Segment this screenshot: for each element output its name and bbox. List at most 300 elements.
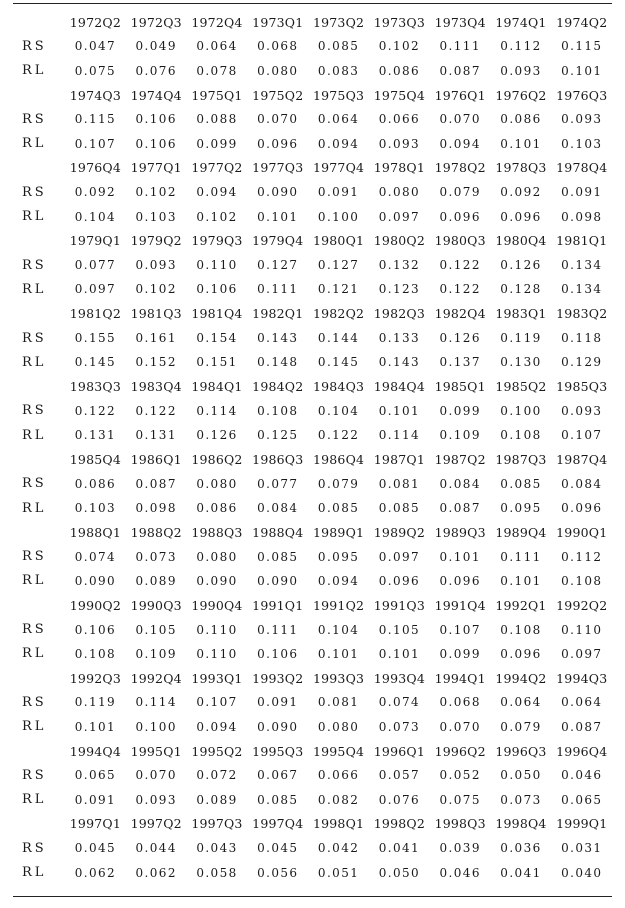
value-cell-rs: 0.081 [378,476,421,491]
value-cell-rs: 0.161 [135,331,177,345]
quarter-label: 1981Q1 [556,233,608,249]
value-cell-rs: 0.074 [378,695,421,710]
table-row-rl [13,350,612,374]
quarter-label: 1973Q4 [434,14,486,30]
quarter-label: 1976Q3 [556,87,608,103]
value-cell-rs: 0.068 [257,39,299,54]
table-row-rl [13,204,612,228]
table-row-rs [13,763,612,787]
value-cell-rl: 0.078 [196,63,238,78]
quarter-label: 1988Q1 [69,524,121,540]
quarter-label: 1987Q3 [495,451,547,467]
quarter-label: 1998Q2 [373,816,425,832]
row-label-rs: RS [22,257,47,273]
value-cell-rs: 0.046 [561,768,603,783]
value-cell-rl: 0.075 [74,63,117,78]
row-label-rs: RS [22,111,47,127]
quarter-label: 1973Q1 [252,14,304,30]
value-cell-rs: 0.041 [378,841,421,856]
table-row-rl [13,642,612,666]
quarter-label: 1984Q2 [252,379,304,395]
value-cell-rs: 0.047 [74,39,117,54]
value-cell-rl: 0.096 [561,501,603,516]
value-cell-rs: 0.119 [74,695,117,710]
table-row-rs [13,107,612,131]
value-cell-rs: 0.073 [135,549,177,564]
row-label-rl: RL [22,500,47,516]
value-cell-rs: 0.105 [135,622,177,637]
value-cell-rs: 0.057 [378,768,421,783]
table-row-rs [13,34,612,58]
value-cell-rl: 0.087 [439,63,481,78]
quarter-label: 1985Q1 [434,379,486,395]
quarter-label: 1996Q4 [556,743,608,759]
quarter-label: 1982Q1 [252,306,304,322]
value-cell-rl: 0.100 [317,209,360,224]
value-cell-rs: 0.144 [317,331,360,345]
value-cell-rl: 0.107 [561,428,603,443]
value-cell-rl: 0.093 [500,63,542,78]
value-cell-rl: 0.103 [74,501,117,516]
quarter-label: 1980Q4 [495,233,547,249]
row-label-rs: RS [22,184,47,200]
table-row-rs [13,617,612,641]
value-cell-rl: 0.100 [135,719,177,734]
quarter-label: 1996Q3 [495,743,547,759]
value-cell-rs: 0.115 [561,39,603,54]
quarter-label: 1975Q1 [191,87,243,103]
value-cell-rs: 0.122 [74,403,117,418]
row-label-rs: RS [22,38,47,54]
value-cell-rl: 0.101 [561,63,603,78]
value-cell-rl: 0.095 [500,501,542,516]
row-label-rs: RS [22,476,47,492]
value-cell-rl: 0.098 [561,209,603,224]
row-label-rl: RL [22,646,47,662]
row-label-rl: RL [22,427,47,443]
value-cell-rl: 0.097 [561,646,603,661]
value-cell-rl: 0.086 [196,501,238,516]
quarter-label: 1985Q3 [556,379,608,395]
quarter-label: 1973Q3 [373,14,425,30]
quarter-label: 1991Q3 [373,597,425,613]
value-cell-rs: 0.091 [561,185,603,200]
value-cell-rl: 0.051 [317,865,360,880]
table-row-rs [13,545,612,569]
quarter-label: 1979Q2 [130,233,182,249]
value-cell-rl: 0.041 [500,865,542,880]
quarter-label: 1993Q3 [312,670,365,686]
quarter-label: 1985Q4 [69,451,121,467]
value-cell-rl: 0.099 [196,136,238,151]
blank-cell [13,593,65,617]
value-cell-rl: 0.125 [257,428,299,443]
table-row-rs [13,253,612,277]
value-cell-rl: 0.114 [378,428,421,443]
value-cell-rs: 0.112 [561,549,603,564]
value-cell-rs: 0.085 [257,549,299,564]
quarter-label: 1981Q3 [130,306,182,322]
quarter-label: 1980Q2 [373,233,425,249]
value-cell-rl: 0.101 [378,646,421,661]
value-cell-rs: 0.050 [500,768,542,783]
value-cell-rs: 0.070 [135,768,177,783]
quarter-label: 1983Q2 [556,306,608,322]
value-cell-rl: 0.079 [500,719,542,734]
blank-cell [13,302,65,326]
value-cell-rs: 0.080 [196,476,238,491]
quarter-label: 1980Q3 [434,233,486,249]
value-cell-rl: 0.094 [317,573,360,588]
table-bottom-rule [13,896,612,897]
value-cell-rs: 0.079 [317,476,360,491]
row-label-rs: RS [22,694,47,710]
quarter-label: 1974Q4 [130,87,182,103]
value-cell-rs: 0.093 [135,258,177,273]
value-cell-rs: 0.084 [561,476,603,491]
value-cell-rs: 0.126 [439,331,481,345]
value-cell-rl: 0.093 [378,136,421,151]
value-cell-rs: 0.110 [561,622,603,637]
value-cell-rs: 0.087 [135,476,177,491]
value-cell-rl: 0.076 [378,792,421,807]
value-cell-rs: 0.090 [257,185,299,200]
value-cell-rs: 0.119 [500,331,542,345]
value-cell-rs: 0.115 [74,112,117,127]
quarter-label: 1992Q1 [495,597,547,613]
value-cell-rl: 0.062 [74,865,117,880]
value-cell-rs: 0.045 [74,841,117,856]
value-cell-rl: 0.109 [135,646,177,661]
quarter-header-row [13,666,612,690]
quarter-label: 1983Q3 [69,379,121,395]
value-cell-rs: 0.045 [257,841,299,856]
value-cell-rl: 0.129 [561,355,603,370]
quarter-label: 1975Q2 [252,87,304,103]
value-cell-rs: 0.080 [378,185,421,200]
value-cell-rl: 0.121 [317,282,360,297]
quarter-label: 1979Q3 [191,233,243,249]
table-row-rl [13,277,612,301]
quarter-header-row [13,156,612,180]
quarter-label: 1984Q1 [191,379,243,395]
value-cell-rl: 0.090 [74,573,117,588]
value-cell-rs: 0.143 [257,331,299,345]
value-cell-rs: 0.065 [74,768,117,783]
table-row-rs [13,399,612,423]
value-cell-rs: 0.104 [317,403,360,418]
quarter-label: 1976Q4 [69,160,121,176]
value-cell-rs: 0.111 [500,549,542,564]
quarter-label: 1981Q2 [69,306,121,322]
quarter-label: 1998Q1 [312,816,365,832]
value-cell-rs: 0.108 [257,403,299,418]
value-cell-rs: 0.102 [378,39,421,54]
quarter-label: 1991Q2 [312,597,365,613]
value-cell-rl: 0.096 [500,209,542,224]
value-cell-rs: 0.107 [196,695,238,710]
value-cell-rl: 0.131 [74,428,117,443]
value-cell-rl: 0.108 [74,646,117,661]
value-cell-rl: 0.106 [257,646,299,661]
value-cell-rl: 0.096 [439,209,481,224]
quarter-label: 1975Q3 [312,87,365,103]
value-cell-rl: 0.106 [135,136,177,151]
table-row-rl [13,59,612,83]
row-label-rs: RS [22,330,47,346]
quarter-label: 1974Q1 [495,14,547,30]
quarter-label: 1989Q4 [495,524,547,540]
quarter-label: 1997Q2 [130,816,182,832]
table-row-rs [13,472,612,496]
table-row-rs [13,326,612,350]
value-cell-rl: 0.110 [196,646,238,661]
quarter-label: 1988Q4 [252,524,304,540]
quarter-label: 1986Q2 [191,451,243,467]
quarter-label: 1982Q4 [434,306,486,322]
value-cell-rs: 0.118 [561,331,603,345]
value-cell-rs: 0.122 [439,258,481,273]
quarter-label: 1978Q1 [373,160,425,176]
quarter-label: 1987Q4 [556,451,608,467]
quarter-label: 1995Q1 [130,743,182,759]
value-cell-rl: 0.101 [500,136,542,151]
value-cell-rs: 0.070 [257,112,299,127]
table-row-rl [13,860,612,884]
blank-cell [13,374,65,398]
row-label-rs: RS [22,549,47,565]
value-cell-rl: 0.089 [196,792,238,807]
value-cell-rl: 0.073 [500,792,542,807]
value-cell-rl: 0.082 [317,792,360,807]
quarter-header-row [13,374,612,398]
quarter-header-row [13,10,612,34]
value-cell-rs: 0.099 [439,403,481,418]
value-cell-rl: 0.102 [135,282,177,297]
value-cell-rl: 0.096 [378,573,421,588]
value-cell-rl: 0.097 [378,209,421,224]
quarter-header-row [13,83,612,107]
value-cell-rs: 0.110 [196,258,238,273]
value-cell-rs: 0.122 [135,403,177,418]
table-row-rl [13,788,612,812]
value-cell-rl: 0.050 [378,865,421,880]
row-label-rs: RS [22,840,47,856]
quarter-label: 1977Q3 [252,160,304,176]
row-label-rl: RL [22,354,47,370]
value-cell-rs: 0.134 [561,258,603,273]
value-cell-rl: 0.101 [257,209,299,224]
value-cell-rl: 0.090 [257,573,299,588]
value-cell-rl: 0.101 [317,646,360,661]
value-cell-rs: 0.052 [439,768,481,783]
value-cell-rs: 0.100 [500,403,542,418]
blank-cell [13,10,65,34]
value-cell-rs: 0.079 [439,185,481,200]
value-cell-rl: 0.103 [561,136,603,151]
quarter-label: 1981Q4 [191,306,243,322]
quarter-label: 1978Q2 [434,160,486,176]
value-cell-rs: 0.077 [74,258,117,273]
value-cell-rs: 0.102 [135,185,177,200]
value-cell-rl: 0.106 [196,282,238,297]
row-label-rl: RL [22,719,47,735]
value-cell-rs: 0.111 [439,39,481,54]
value-cell-rl: 0.131 [135,428,177,443]
value-cell-rs: 0.154 [196,331,238,345]
value-cell-rl: 0.152 [135,355,177,370]
value-cell-rl: 0.090 [257,719,299,734]
quarter-label: 1982Q2 [312,306,365,322]
value-cell-rs: 0.097 [378,549,421,564]
table-top-rule [13,3,612,4]
value-cell-rs: 0.093 [561,403,603,418]
quarter-label: 1992Q2 [556,597,608,613]
quarter-label: 1978Q4 [556,160,608,176]
quarter-label: 1983Q1 [495,306,547,322]
quarter-label: 1988Q2 [130,524,182,540]
blank-cell [13,447,65,471]
quarter-label: 1994Q4 [69,743,121,759]
value-cell-rl: 0.108 [500,428,542,443]
value-cell-rs: 0.086 [500,112,542,127]
row-label-rl: RL [22,209,47,225]
value-cell-rs: 0.106 [135,112,177,127]
table-row-rl [13,569,612,593]
row-label-rl: RL [22,792,47,808]
quarter-label: 1979Q1 [69,233,121,249]
row-label-rl: RL [22,63,47,79]
value-cell-rs: 0.066 [317,768,360,783]
quarter-label: 1984Q4 [373,379,425,395]
value-cell-rs: 0.081 [317,695,360,710]
quarter-header-row [13,302,612,326]
value-cell-rs: 0.095 [317,549,360,564]
quarter-label: 1991Q1 [252,597,304,613]
quarter-label: 1989Q2 [373,524,425,540]
quarter-label: 1980Q1 [312,233,365,249]
value-cell-rs: 0.088 [196,112,238,127]
blank-cell [13,739,65,763]
value-cell-rl: 0.098 [135,501,177,516]
value-cell-rl: 0.107 [74,136,117,151]
value-cell-rs: 0.104 [317,622,360,637]
value-cell-rl: 0.123 [378,282,421,297]
value-cell-rl: 0.148 [257,355,299,370]
quarter-label: 1993Q2 [252,670,304,686]
value-cell-rs: 0.127 [257,258,299,273]
value-cell-rl: 0.062 [135,865,177,880]
value-cell-rs: 0.067 [257,768,299,783]
quarter-label: 1976Q1 [434,87,486,103]
value-cell-rl: 0.096 [439,573,481,588]
quarter-label: 1993Q1 [191,670,243,686]
quarter-label: 1997Q3 [191,816,243,832]
value-cell-rl: 0.122 [317,428,360,443]
quarter-label: 1975Q4 [373,87,425,103]
value-cell-rl: 0.111 [257,282,299,297]
value-cell-rl: 0.085 [257,792,299,807]
row-label-rs: RS [22,767,47,783]
quarter-label: 1987Q2 [434,451,486,467]
row-label-rs: RS [22,622,47,638]
quarter-label: 1972Q4 [191,14,243,30]
value-cell-rl: 0.046 [439,865,481,880]
table-row-rl [13,715,612,739]
value-cell-rl: 0.145 [74,355,117,370]
value-cell-rl: 0.137 [439,355,481,370]
quarter-label: 1973Q2 [312,14,365,30]
quarter-label: 1992Q4 [130,670,182,686]
value-cell-rl: 0.080 [257,63,299,78]
value-cell-rl: 0.151 [196,355,238,370]
value-cell-rs: 0.110 [196,622,238,637]
value-cell-rl: 0.087 [439,501,481,516]
value-cell-rs: 0.101 [378,403,421,418]
quarter-header-row [13,739,612,763]
quarter-label: 1972Q2 [69,14,121,30]
value-cell-rl: 0.076 [135,63,177,78]
quarter-label: 1974Q3 [69,87,121,103]
quarter-label: 1983Q4 [130,379,182,395]
value-cell-rl: 0.090 [196,573,238,588]
value-cell-rs: 0.085 [317,39,360,54]
quarter-label: 1997Q4 [252,816,304,832]
value-cell-rl: 0.085 [378,501,421,516]
value-cell-rl: 0.128 [500,282,542,297]
value-cell-rs: 0.091 [257,695,299,710]
quarter-label: 1990Q4 [191,597,243,613]
value-cell-rl: 0.085 [317,501,360,516]
value-cell-rs: 0.127 [317,258,360,273]
value-cell-rs: 0.114 [196,403,238,418]
value-cell-rl: 0.058 [196,865,238,880]
quarter-label: 1985Q2 [495,379,547,395]
quarter-label: 1997Q1 [69,816,121,832]
table-row-rl [13,423,612,447]
value-cell-rs: 0.031 [561,841,603,856]
value-cell-rl: 0.097 [74,282,117,297]
value-cell-rs: 0.044 [135,841,177,856]
value-cell-rl: 0.056 [257,865,299,880]
value-cell-rl: 0.122 [439,282,481,297]
value-cell-rs: 0.114 [135,695,177,710]
value-cell-rs: 0.043 [196,841,238,856]
value-cell-rs: 0.072 [196,768,238,783]
value-cell-rs: 0.092 [74,185,117,200]
value-cell-rs: 0.126 [500,258,542,273]
quarter-label: 1986Q1 [130,451,182,467]
blank-cell [13,83,65,107]
value-cell-rs: 0.084 [439,476,481,491]
value-cell-rs: 0.111 [257,622,299,637]
value-cell-rs: 0.066 [378,112,421,127]
quarter-label: 1984Q3 [312,379,365,395]
quarter-label: 1994Q3 [556,670,608,686]
table-row-rs [13,836,612,860]
quarter-label: 1996Q1 [373,743,425,759]
value-cell-rs: 0.132 [378,258,421,273]
value-cell-rl: 0.094 [196,719,238,734]
quarter-label: 1993Q4 [373,670,425,686]
value-cell-rs: 0.074 [74,549,117,564]
value-cell-rl: 0.143 [378,355,421,370]
quarter-label: 1977Q4 [312,160,365,176]
value-cell-rs: 0.049 [135,39,177,54]
quarter-label: 1989Q1 [312,524,365,540]
quarter-label: 1979Q4 [252,233,304,249]
quarter-label: 1994Q2 [495,670,547,686]
